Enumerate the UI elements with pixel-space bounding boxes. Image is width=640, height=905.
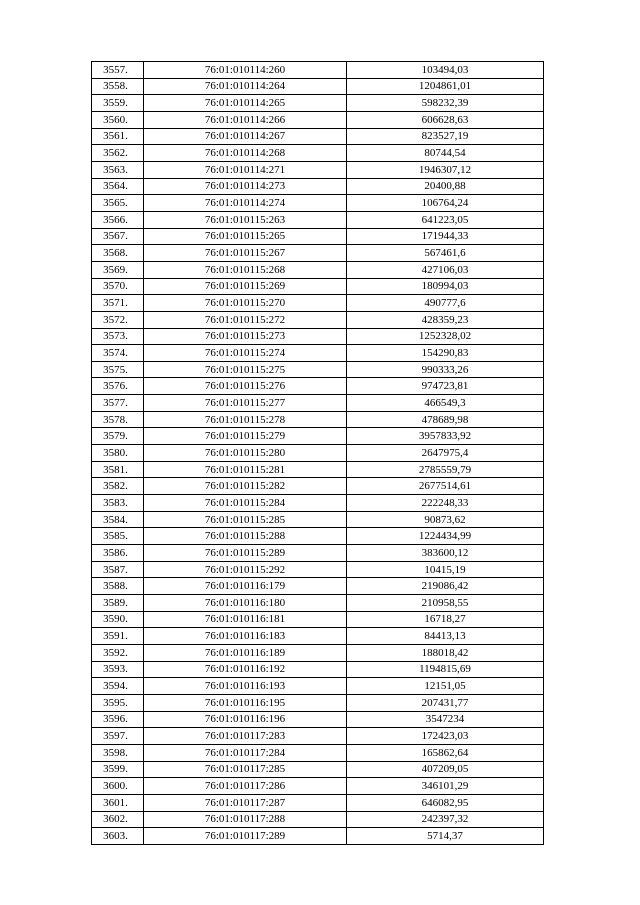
cadastral-value-cell: 383600,12 [347, 545, 544, 562]
table-row [92, 694, 544, 711]
cadastral-number-cell: 76:01:010115:265 [144, 228, 347, 245]
row-number-cell: 3581. [92, 461, 144, 478]
table-row [92, 211, 544, 228]
cadastral-value-cell: 10415,19 [347, 561, 544, 578]
row-number-cell: 3575. [92, 361, 144, 378]
table-row [92, 95, 544, 112]
cadastral-number-cell: 76:01:010116:179 [144, 578, 347, 595]
table-row [92, 678, 544, 695]
table-row [92, 728, 544, 745]
row-number-cell: 3572. [92, 311, 144, 328]
row-number-cell: 3603. [92, 828, 144, 845]
cadastral-number-cell: 76:01:010115:281 [144, 461, 347, 478]
cadastral-value-cell: 16718,27 [347, 611, 544, 628]
row-number-cell: 3559. [92, 95, 144, 112]
cadastral-number-cell: 76:01:010114:266 [144, 111, 347, 128]
table-row [92, 245, 544, 262]
cadastral-value-cell: 1194815,69 [347, 661, 544, 678]
row-number-cell: 3595. [92, 694, 144, 711]
row-number-cell: 3560. [92, 111, 144, 128]
cadastral-value-cell: 990333,26 [347, 361, 544, 378]
cadastral-number-cell: 76:01:010115:273 [144, 328, 347, 345]
cadastral-number-cell: 76:01:010116:181 [144, 611, 347, 628]
cadastral-number-cell: 76:01:010115:288 [144, 528, 347, 545]
row-number-cell: 3587. [92, 561, 144, 578]
cadastral-value-cell: 407209,05 [347, 761, 544, 778]
table-row [92, 78, 544, 95]
cadastral-value-cell: 641223,05 [347, 211, 544, 228]
cadastral-value-cell: 103494,03 [347, 62, 544, 79]
row-number-cell: 3590. [92, 611, 144, 628]
cadastral-number-cell: 76:01:010114:265 [144, 95, 347, 112]
table-row [92, 361, 544, 378]
cadastral-number-cell: 76:01:010117:284 [144, 744, 347, 761]
cadastral-value-cell: 3957833,92 [347, 428, 544, 445]
table-row [92, 278, 544, 295]
cadastral-value-cell: 567461,6 [347, 245, 544, 262]
row-number-cell: 3594. [92, 678, 144, 695]
cadastral-value-cell: 171944,33 [347, 228, 544, 245]
table-row [92, 411, 544, 428]
row-number-cell: 3573. [92, 328, 144, 345]
cadastral-value-cell: 466549,3 [347, 395, 544, 412]
row-number-cell: 3593. [92, 661, 144, 678]
table-row [92, 178, 544, 195]
row-number-cell: 3599. [92, 761, 144, 778]
table-row [92, 545, 544, 562]
cadastral-number-cell: 76:01:010115:275 [144, 361, 347, 378]
row-number-cell: 3566. [92, 211, 144, 228]
table-row [92, 595, 544, 612]
table-row [92, 228, 544, 245]
cadastral-number-cell: 76:01:010116:183 [144, 628, 347, 645]
row-number-cell: 3562. [92, 145, 144, 162]
table-row [92, 311, 544, 328]
cadastral-number-cell: 76:01:010116:189 [144, 644, 347, 661]
row-number-cell: 3588. [92, 578, 144, 595]
row-number-cell: 3589. [92, 595, 144, 612]
cadastral-value-cell: 2677514,61 [347, 478, 544, 495]
cadastral-number-cell: 76:01:010115:284 [144, 495, 347, 512]
cadastral-number-cell: 76:01:010116:193 [144, 678, 347, 695]
row-number-cell: 3597. [92, 728, 144, 745]
row-number-cell: 3578. [92, 411, 144, 428]
table-row [92, 111, 544, 128]
table-row [92, 495, 544, 512]
table-row [92, 261, 544, 278]
cadastral-value-cell: 20400,88 [347, 178, 544, 195]
table-row [92, 428, 544, 445]
table-row [92, 328, 544, 345]
table-row [92, 761, 544, 778]
cadastral-value-cell: 165862,64 [347, 744, 544, 761]
cadastral-number-cell: 76:01:010115:269 [144, 278, 347, 295]
table-row [92, 345, 544, 362]
cadastral-number-cell: 76:01:010115:274 [144, 345, 347, 362]
cadastral-number-cell: 76:01:010116:192 [144, 661, 347, 678]
cadastral-value-table [91, 61, 544, 845]
table-row [92, 744, 544, 761]
cadastral-number-cell: 76:01:010115:263 [144, 211, 347, 228]
row-number-cell: 3601. [92, 794, 144, 811]
cadastral-value-cell: 2785559,79 [347, 461, 544, 478]
row-number-cell: 3557. [92, 62, 144, 79]
cadastral-number-cell: 76:01:010115:270 [144, 295, 347, 312]
cadastral-number-cell: 76:01:010115:279 [144, 428, 347, 445]
row-number-cell: 3567. [92, 228, 144, 245]
row-number-cell: 3576. [92, 378, 144, 395]
row-number-cell: 3580. [92, 445, 144, 462]
cadastral-value-cell: 428359,23 [347, 311, 544, 328]
cadastral-value-cell: 646082,95 [347, 794, 544, 811]
cadastral-value-cell: 222248,33 [347, 495, 544, 512]
cadastral-number-cell: 76:01:010115:276 [144, 378, 347, 395]
row-number-cell: 3561. [92, 128, 144, 145]
row-number-cell: 3602. [92, 811, 144, 828]
cadastral-number-cell: 76:01:010116:196 [144, 711, 347, 728]
row-number-cell: 3582. [92, 478, 144, 495]
cadastral-number-cell: 76:01:010115:267 [144, 245, 347, 262]
cadastral-number-cell: 76:01:010115:280 [144, 445, 347, 462]
table-row [92, 561, 544, 578]
row-number-cell: 3558. [92, 78, 144, 95]
cadastral-value-cell: 1224434,99 [347, 528, 544, 545]
table-row [92, 828, 544, 845]
cadastral-value-cell: 598232,39 [347, 95, 544, 112]
table-row [92, 711, 544, 728]
row-number-cell: 3592. [92, 644, 144, 661]
cadastral-value-cell: 1946307,12 [347, 161, 544, 178]
table-row [92, 461, 544, 478]
row-number-cell: 3583. [92, 495, 144, 512]
row-number-cell: 3598. [92, 744, 144, 761]
row-number-cell: 3564. [92, 178, 144, 195]
row-number-cell: 3574. [92, 345, 144, 362]
table-row [92, 445, 544, 462]
cadastral-number-cell: 76:01:010114:268 [144, 145, 347, 162]
cadastral-value-cell: 346101,29 [347, 778, 544, 795]
cadastral-number-cell: 76:01:010115:282 [144, 478, 347, 495]
cadastral-number-cell: 76:01:010115:272 [144, 311, 347, 328]
row-number-cell: 3565. [92, 195, 144, 212]
row-number-cell: 3563. [92, 161, 144, 178]
row-number-cell: 3584. [92, 511, 144, 528]
table-row [92, 611, 544, 628]
cadastral-value-cell: 106764,24 [347, 195, 544, 212]
cadastral-value-cell: 90873,62 [347, 511, 544, 528]
cadastral-value-cell: 478689,98 [347, 411, 544, 428]
cadastral-value-cell: 490777,6 [347, 295, 544, 312]
cadastral-value-cell: 207431,77 [347, 694, 544, 711]
row-number-cell: 3579. [92, 428, 144, 445]
cadastral-number-cell: 76:01:010117:288 [144, 811, 347, 828]
row-number-cell: 3571. [92, 295, 144, 312]
table-row [92, 578, 544, 595]
cadastral-number-cell: 76:01:010115:268 [144, 261, 347, 278]
table-body [92, 62, 544, 845]
cadastral-value-cell: 2647975,4 [347, 445, 544, 462]
row-number-cell: 3577. [92, 395, 144, 412]
row-number-cell: 3596. [92, 711, 144, 728]
cadastral-value-cell: 210958,55 [347, 595, 544, 612]
table-row [92, 128, 544, 145]
cadastral-value-cell: 606628,63 [347, 111, 544, 128]
cadastral-value-cell: 427106,03 [347, 261, 544, 278]
table-row [92, 145, 544, 162]
row-number-cell: 3591. [92, 628, 144, 645]
cadastral-number-cell: 76:01:010114:274 [144, 195, 347, 212]
table-row [92, 478, 544, 495]
cadastral-number-cell: 76:01:010115:277 [144, 395, 347, 412]
table-row [92, 528, 544, 545]
table-row [92, 811, 544, 828]
cadastral-value-cell: 219086,42 [347, 578, 544, 595]
cadastral-number-cell: 76:01:010114:260 [144, 62, 347, 79]
cadastral-value-cell: 823527,19 [347, 128, 544, 145]
cadastral-number-cell: 76:01:010117:283 [144, 728, 347, 745]
cadastral-number-cell: 76:01:010117:286 [144, 778, 347, 795]
cadastral-number-cell: 76:01:010116:180 [144, 595, 347, 612]
table-row [92, 161, 544, 178]
table-row [92, 295, 544, 312]
table-row [92, 628, 544, 645]
cadastral-number-cell: 76:01:010117:287 [144, 794, 347, 811]
cadastral-number-cell: 76:01:010114:273 [144, 178, 347, 195]
cadastral-value-cell: 80744,54 [347, 145, 544, 162]
cadastral-value-cell: 180994,03 [347, 278, 544, 295]
row-number-cell: 3570. [92, 278, 144, 295]
table-row [92, 661, 544, 678]
table-row [92, 378, 544, 395]
table-row [92, 511, 544, 528]
cadastral-number-cell: 76:01:010117:289 [144, 828, 347, 845]
cadastral-value-cell: 1204861,01 [347, 78, 544, 95]
cadastral-number-cell: 76:01:010114:267 [144, 128, 347, 145]
cadastral-value-cell: 154290,83 [347, 345, 544, 362]
row-number-cell: 3600. [92, 778, 144, 795]
cadastral-number-cell: 76:01:010115:278 [144, 411, 347, 428]
cadastral-number-cell: 76:01:010114:271 [144, 161, 347, 178]
table-row [92, 778, 544, 795]
row-number-cell: 3569. [92, 261, 144, 278]
table-row [92, 395, 544, 412]
cadastral-number-cell: 76:01:010117:285 [144, 761, 347, 778]
cadastral-number-cell: 76:01:010115:292 [144, 561, 347, 578]
table-row [92, 62, 544, 79]
cadastral-number-cell: 76:01:010115:285 [144, 511, 347, 528]
cadastral-value-cell: 12151,05 [347, 678, 544, 695]
cadastral-value-cell: 974723,81 [347, 378, 544, 395]
table-row [92, 644, 544, 661]
cadastral-number-cell: 76:01:010115:289 [144, 545, 347, 562]
cadastral-value-cell: 3547234 [347, 711, 544, 728]
cadastral-value-cell: 84413,13 [347, 628, 544, 645]
cadastral-value-cell: 242397,32 [347, 811, 544, 828]
table-row [92, 794, 544, 811]
cadastral-value-cell: 1252328,02 [347, 328, 544, 345]
table-row [92, 195, 544, 212]
cadastral-number-cell: 76:01:010116:195 [144, 694, 347, 711]
row-number-cell: 3568. [92, 245, 144, 262]
row-number-cell: 3585. [92, 528, 144, 545]
cadastral-value-cell: 188018,42 [347, 644, 544, 661]
cadastral-number-cell: 76:01:010114:264 [144, 78, 347, 95]
row-number-cell: 3586. [92, 545, 144, 562]
cadastral-value-cell: 172423,03 [347, 728, 544, 745]
cadastral-value-cell: 5714,37 [347, 828, 544, 845]
